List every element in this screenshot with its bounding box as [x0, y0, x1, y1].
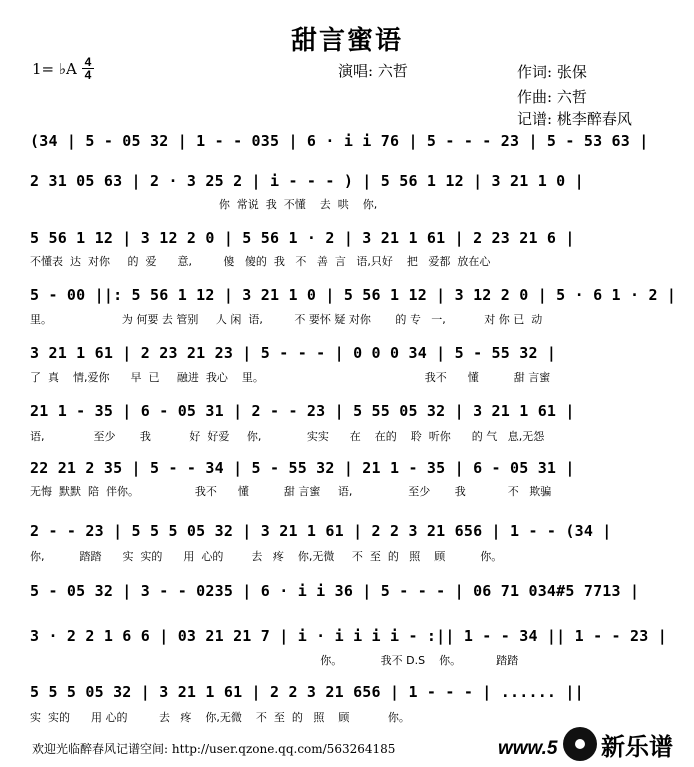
- singer-credit: 演唱: 六哲: [338, 62, 408, 80]
- time-denominator: 4: [84, 68, 92, 82]
- lyric-line: 了 真 情,爱你 早 已 融进 我心 里。 我不 懂 甜 言蜜: [30, 371, 551, 384]
- lyric-line: 不懂表 达 对你 的 爱 意, 傻 傻的 我 不 善 言 语,只好 把 爱都 放在心: [30, 255, 491, 268]
- notation-line: 5 - 00 ||: 5 56 1 12 | 3 21 1 0 | 5 56 1 12 | 3 12 2 0 | 5 · 6 1 · 2 |: [30, 286, 677, 304]
- notation-line: (34 | 5 - 05 32 | 1 - - 035 | 6 · i i 76 | 5 - - - 23 | 5 - 53 63 |: [30, 132, 649, 150]
- notator-credit: 记谱: 桃李醉春风: [517, 110, 632, 128]
- lyricist-credit: 作词: 张保: [517, 63, 587, 81]
- notation-line: 21 1 - 35 | 6 - 05 31 | 2 - - 23 | 5 55 05 32 | 3 21 1 61 |: [30, 402, 575, 420]
- site-logo: [563, 723, 691, 765]
- key-signature: 1= ♭A: [32, 60, 77, 78]
- watermark-url: www.5: [498, 738, 558, 759]
- notation-line: 5 56 1 12 | 3 12 2 0 | 5 56 1 · 2 | 3 21 1 61 | 2 23 21 6 |: [30, 229, 575, 247]
- lyric-line: 实 实的 用 心的 去 疼 你,无微 不 至 的 照 顾 你。: [30, 711, 410, 724]
- composer-credit: 作曲: 六哲: [517, 88, 587, 106]
- logo-text: 新乐谱: [601, 732, 673, 761]
- time-signature: [82, 56, 94, 81]
- lyric-line: 你。 我不 D.S 你。 踏踏: [30, 654, 519, 667]
- notation-line: 22 21 2 35 | 5 - - 34 | 5 - 55 32 | 21 1 - 35 | 6 - 05 31 |: [30, 459, 575, 477]
- notation-line: 3 21 1 61 | 2 23 21 23 | 5 - - - | 0 0 0 34 | 5 - 55 32 |: [30, 344, 557, 362]
- notation-line: 2 - - 23 | 5 5 5 05 32 | 3 21 1 61 | 2 2 3 21 656 | 1 - - (34 |: [30, 522, 612, 540]
- lyric-line: 语, 至少 我 好 好爱 你, 实实 在 在的 聆 听你 的 气 息,无怨: [30, 430, 545, 443]
- lyric-line: 里。 为 何要 去 管别 人 闲 语, 不 要怀 疑 对你 的 专 一, 对 你 已 动: [30, 313, 543, 326]
- lyric-line: 你 常说 我 不懂 去 哄 你,: [30, 198, 378, 211]
- notation-line: 5 5 5 05 32 | 3 21 1 61 | 2 2 3 21 656 | 1 - - - | ...... ||: [30, 683, 584, 701]
- notation-line: 5 - 05 32 | 3 - - 0235 | 6 · i i 36 | 5 - - - | 06 71 034#5 7713 |: [30, 582, 640, 600]
- time-numerator: 4: [82, 56, 94, 69]
- notation-line: 2 31 05 63 | 2 · 3 25 2 | i - - - ) | 5 56 1 12 | 3 21 1 0 |: [30, 172, 584, 190]
- song-title: 甜言蜜语: [290, 26, 403, 56]
- notation-line: 3 · 2 2 1 6 6 | 03 21 21 7 | i · i i i i - :|| 1 - - 34 || 1 - - 23 |: [30, 627, 667, 645]
- lyric-line: 无悔 默默 陪 伴你。 我不 懂 甜 言蜜 语, 至少 我 不 欺骗: [30, 485, 552, 498]
- lyric-line: 你, 踏踏 实 实的 用 心的 去 疼 你,无微 不 至 的 照 顾 你。: [30, 550, 503, 563]
- record-disc-icon: [563, 727, 597, 761]
- footer-credit: 欢迎光临醉春风记谱空间: http://user.qzone.qq.com/563264185: [32, 742, 396, 756]
